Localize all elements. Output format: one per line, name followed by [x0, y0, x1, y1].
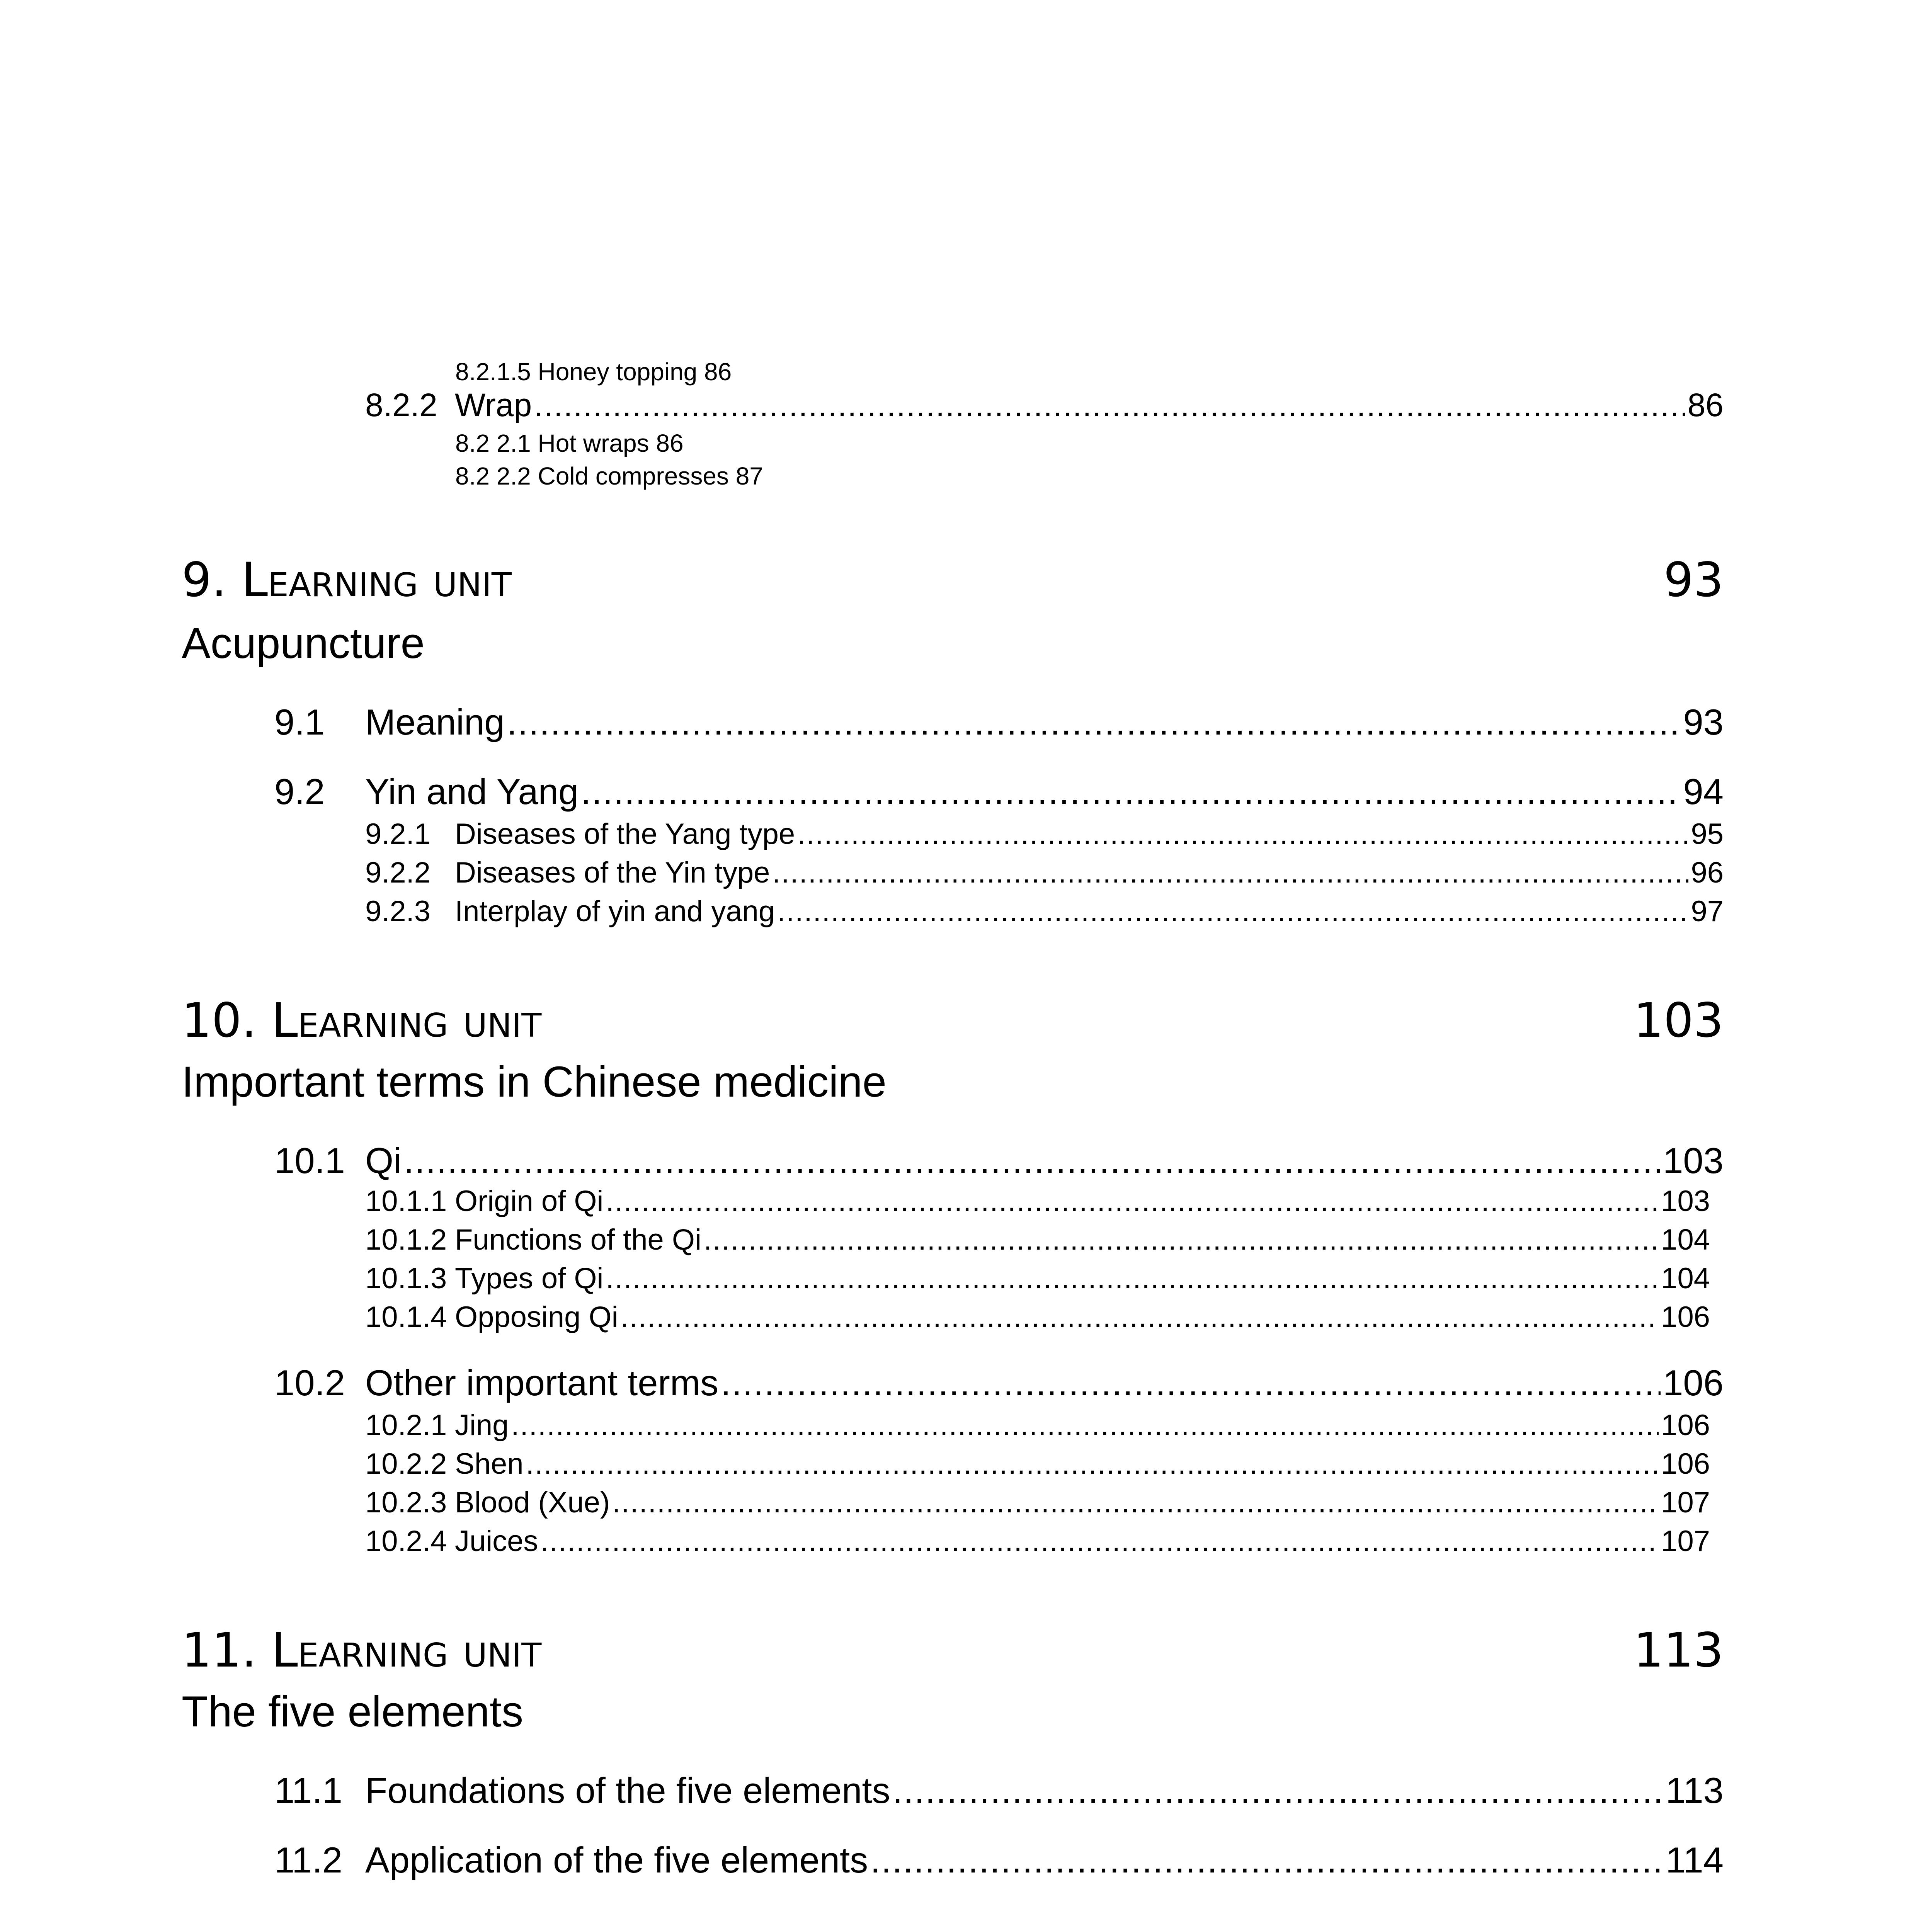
- entry-label: Jing: [455, 1409, 509, 1442]
- entry-page: 106: [1661, 1409, 1710, 1442]
- entry-page: 97: [1691, 895, 1724, 928]
- entry-number: 10.1.4: [365, 1301, 447, 1333]
- entry-label: Foundations of the five elements: [365, 1770, 890, 1811]
- entry-page: 94: [1683, 771, 1724, 812]
- entry-label: Blood (Xue): [455, 1486, 610, 1519]
- entry-page: 107: [1661, 1486, 1710, 1519]
- entry-label: Types of Qi: [455, 1262, 604, 1295]
- entry-number: 10.2.3: [365, 1486, 447, 1519]
- toc-entry-11-2[interactable]: [274, 1839, 1724, 1881]
- toc-entry-9-2-2[interactable]: [365, 856, 1724, 889]
- entry-number: 9.2: [274, 771, 325, 812]
- entry-label: Origin of Qi: [455, 1185, 604, 1218]
- toc-entry-8-2-2[interactable]: [365, 386, 1724, 424]
- entry-number: 10.1.2: [365, 1223, 447, 1256]
- entry-number: 10.1.1: [365, 1185, 447, 1218]
- entry-number: 10.2: [274, 1362, 345, 1403]
- entry-number: 10.2.2: [365, 1447, 447, 1480]
- entry-page: 96: [1691, 856, 1724, 889]
- toc-entry-10-2-2[interactable]: [365, 1447, 1710, 1481]
- toc-entry-10-1-4[interactable]: [365, 1300, 1710, 1334]
- entry-page: 86: [1687, 387, 1724, 423]
- unit-heading-9[interactable]: [182, 553, 1724, 607]
- dot-leader: [620, 1300, 1659, 1334]
- unit-title: 11. Learning unit: [182, 1623, 542, 1678]
- dot-leader: [772, 856, 1688, 889]
- entry-label: Functions of the Qi: [455, 1223, 701, 1256]
- dot-leader: [534, 386, 1685, 424]
- dot-leader: [606, 1184, 1659, 1218]
- entry-page: 103: [1663, 1140, 1724, 1181]
- entry-page: 107: [1661, 1525, 1710, 1558]
- toc-entry-11-1[interactable]: [274, 1770, 1724, 1811]
- entry-page: 113: [1666, 1770, 1724, 1811]
- unit-heading-10[interactable]: [182, 993, 1724, 1048]
- toc-entry-10-1-2[interactable]: [365, 1223, 1710, 1257]
- entry-label: Application of the five elements: [365, 1840, 868, 1880]
- entry-label: Shen: [455, 1447, 524, 1480]
- dot-leader: [612, 1486, 1659, 1519]
- entry-number: 9.2.1: [365, 818, 431, 850]
- dot-leader: [870, 1839, 1663, 1881]
- entry-label: Opposing Qi: [455, 1301, 618, 1333]
- toc-entry-8-2-1-5: 8.2.1.5 Honey topping 86: [455, 358, 732, 386]
- unit-subtitle: Important terms in Chinese medicine: [182, 1058, 887, 1106]
- toc-entry-10-2-3[interactable]: [365, 1486, 1710, 1519]
- entry-label: Wrap: [455, 387, 532, 423]
- dot-leader: [797, 817, 1688, 851]
- entry-page: 103: [1661, 1185, 1710, 1218]
- unit-title: 9. Learning unit: [182, 553, 512, 607]
- entry-label: Diseases of the Yin type: [455, 856, 770, 889]
- entry-page: 93: [1683, 702, 1724, 742]
- dot-leader: [777, 895, 1688, 928]
- unit-subtitle: Acupuncture: [182, 619, 425, 667]
- entry-number: 9.2.2: [365, 856, 431, 889]
- entry-page: 106: [1661, 1447, 1710, 1480]
- toc-entry-10-2-1[interactable]: [365, 1408, 1710, 1442]
- entry-page: 104: [1661, 1223, 1710, 1256]
- toc-entry-10-1-1[interactable]: [365, 1184, 1710, 1218]
- entry-page: 104: [1661, 1262, 1710, 1295]
- entry-number: 9.2.3: [365, 895, 431, 928]
- toc-entry-10-1[interactable]: [274, 1140, 1724, 1182]
- dot-leader: [893, 1770, 1664, 1811]
- toc-entry-9-1[interactable]: [274, 701, 1724, 743]
- toc-entry-8-2-2-2: 8.2 2.2 Cold compresses 87: [455, 462, 763, 490]
- dot-leader: [721, 1362, 1661, 1404]
- dot-leader: [404, 1140, 1661, 1182]
- dot-leader: [507, 701, 1681, 743]
- entry-number: 8.2.2: [365, 387, 437, 423]
- unit-page: 103: [1634, 993, 1724, 1048]
- entry-label: Interplay of yin and yang: [455, 895, 775, 928]
- dot-leader: [540, 1524, 1659, 1558]
- dot-leader: [606, 1262, 1659, 1295]
- dot-leader: [704, 1223, 1659, 1257]
- entry-page: 106: [1661, 1301, 1710, 1333]
- entry-label: Juices: [455, 1525, 538, 1558]
- toc-entry-10-2-4[interactable]: [365, 1524, 1710, 1558]
- entry-page: 114: [1666, 1840, 1724, 1880]
- unit-page: 113: [1634, 1623, 1724, 1678]
- entry-number: 10.1: [274, 1140, 345, 1181]
- entry-number: 10.2.1: [365, 1409, 447, 1442]
- entry-label: Qi: [365, 1140, 402, 1181]
- toc-entry-9-2[interactable]: [274, 771, 1724, 813]
- dot-leader: [526, 1447, 1659, 1481]
- unit-page: 93: [1663, 553, 1724, 607]
- unit-title: 10. Learning unit: [182, 993, 542, 1048]
- entry-number: 9.1: [274, 702, 325, 742]
- entry-number: 10.2.4: [365, 1525, 447, 1558]
- dot-leader: [511, 1408, 1659, 1442]
- entry-label: Yin and Yang: [365, 771, 579, 812]
- toc-entry-10-1-3[interactable]: [365, 1262, 1710, 1295]
- entry-page: 106: [1663, 1362, 1724, 1403]
- unit-subtitle: The five elements: [182, 1687, 523, 1736]
- toc-entry-9-2-1[interactable]: [365, 817, 1724, 851]
- toc-entry-10-2[interactable]: [274, 1362, 1724, 1404]
- entry-label: Diseases of the Yang type: [455, 818, 795, 850]
- dot-leader: [581, 771, 1681, 813]
- entry-number: 11.2: [274, 1840, 342, 1880]
- entry-label: Meaning: [365, 702, 505, 742]
- unit-heading-11[interactable]: [182, 1623, 1724, 1678]
- entry-number: 11.1: [274, 1770, 342, 1811]
- toc-entry-8-2-2-1: 8.2 2.1 Hot wraps 86: [455, 429, 684, 457]
- entry-page: 95: [1691, 818, 1724, 850]
- entry-label: Other important terms: [365, 1362, 719, 1403]
- toc-entry-9-2-3[interactable]: [365, 895, 1724, 928]
- entry-number: 10.1.3: [365, 1262, 447, 1295]
